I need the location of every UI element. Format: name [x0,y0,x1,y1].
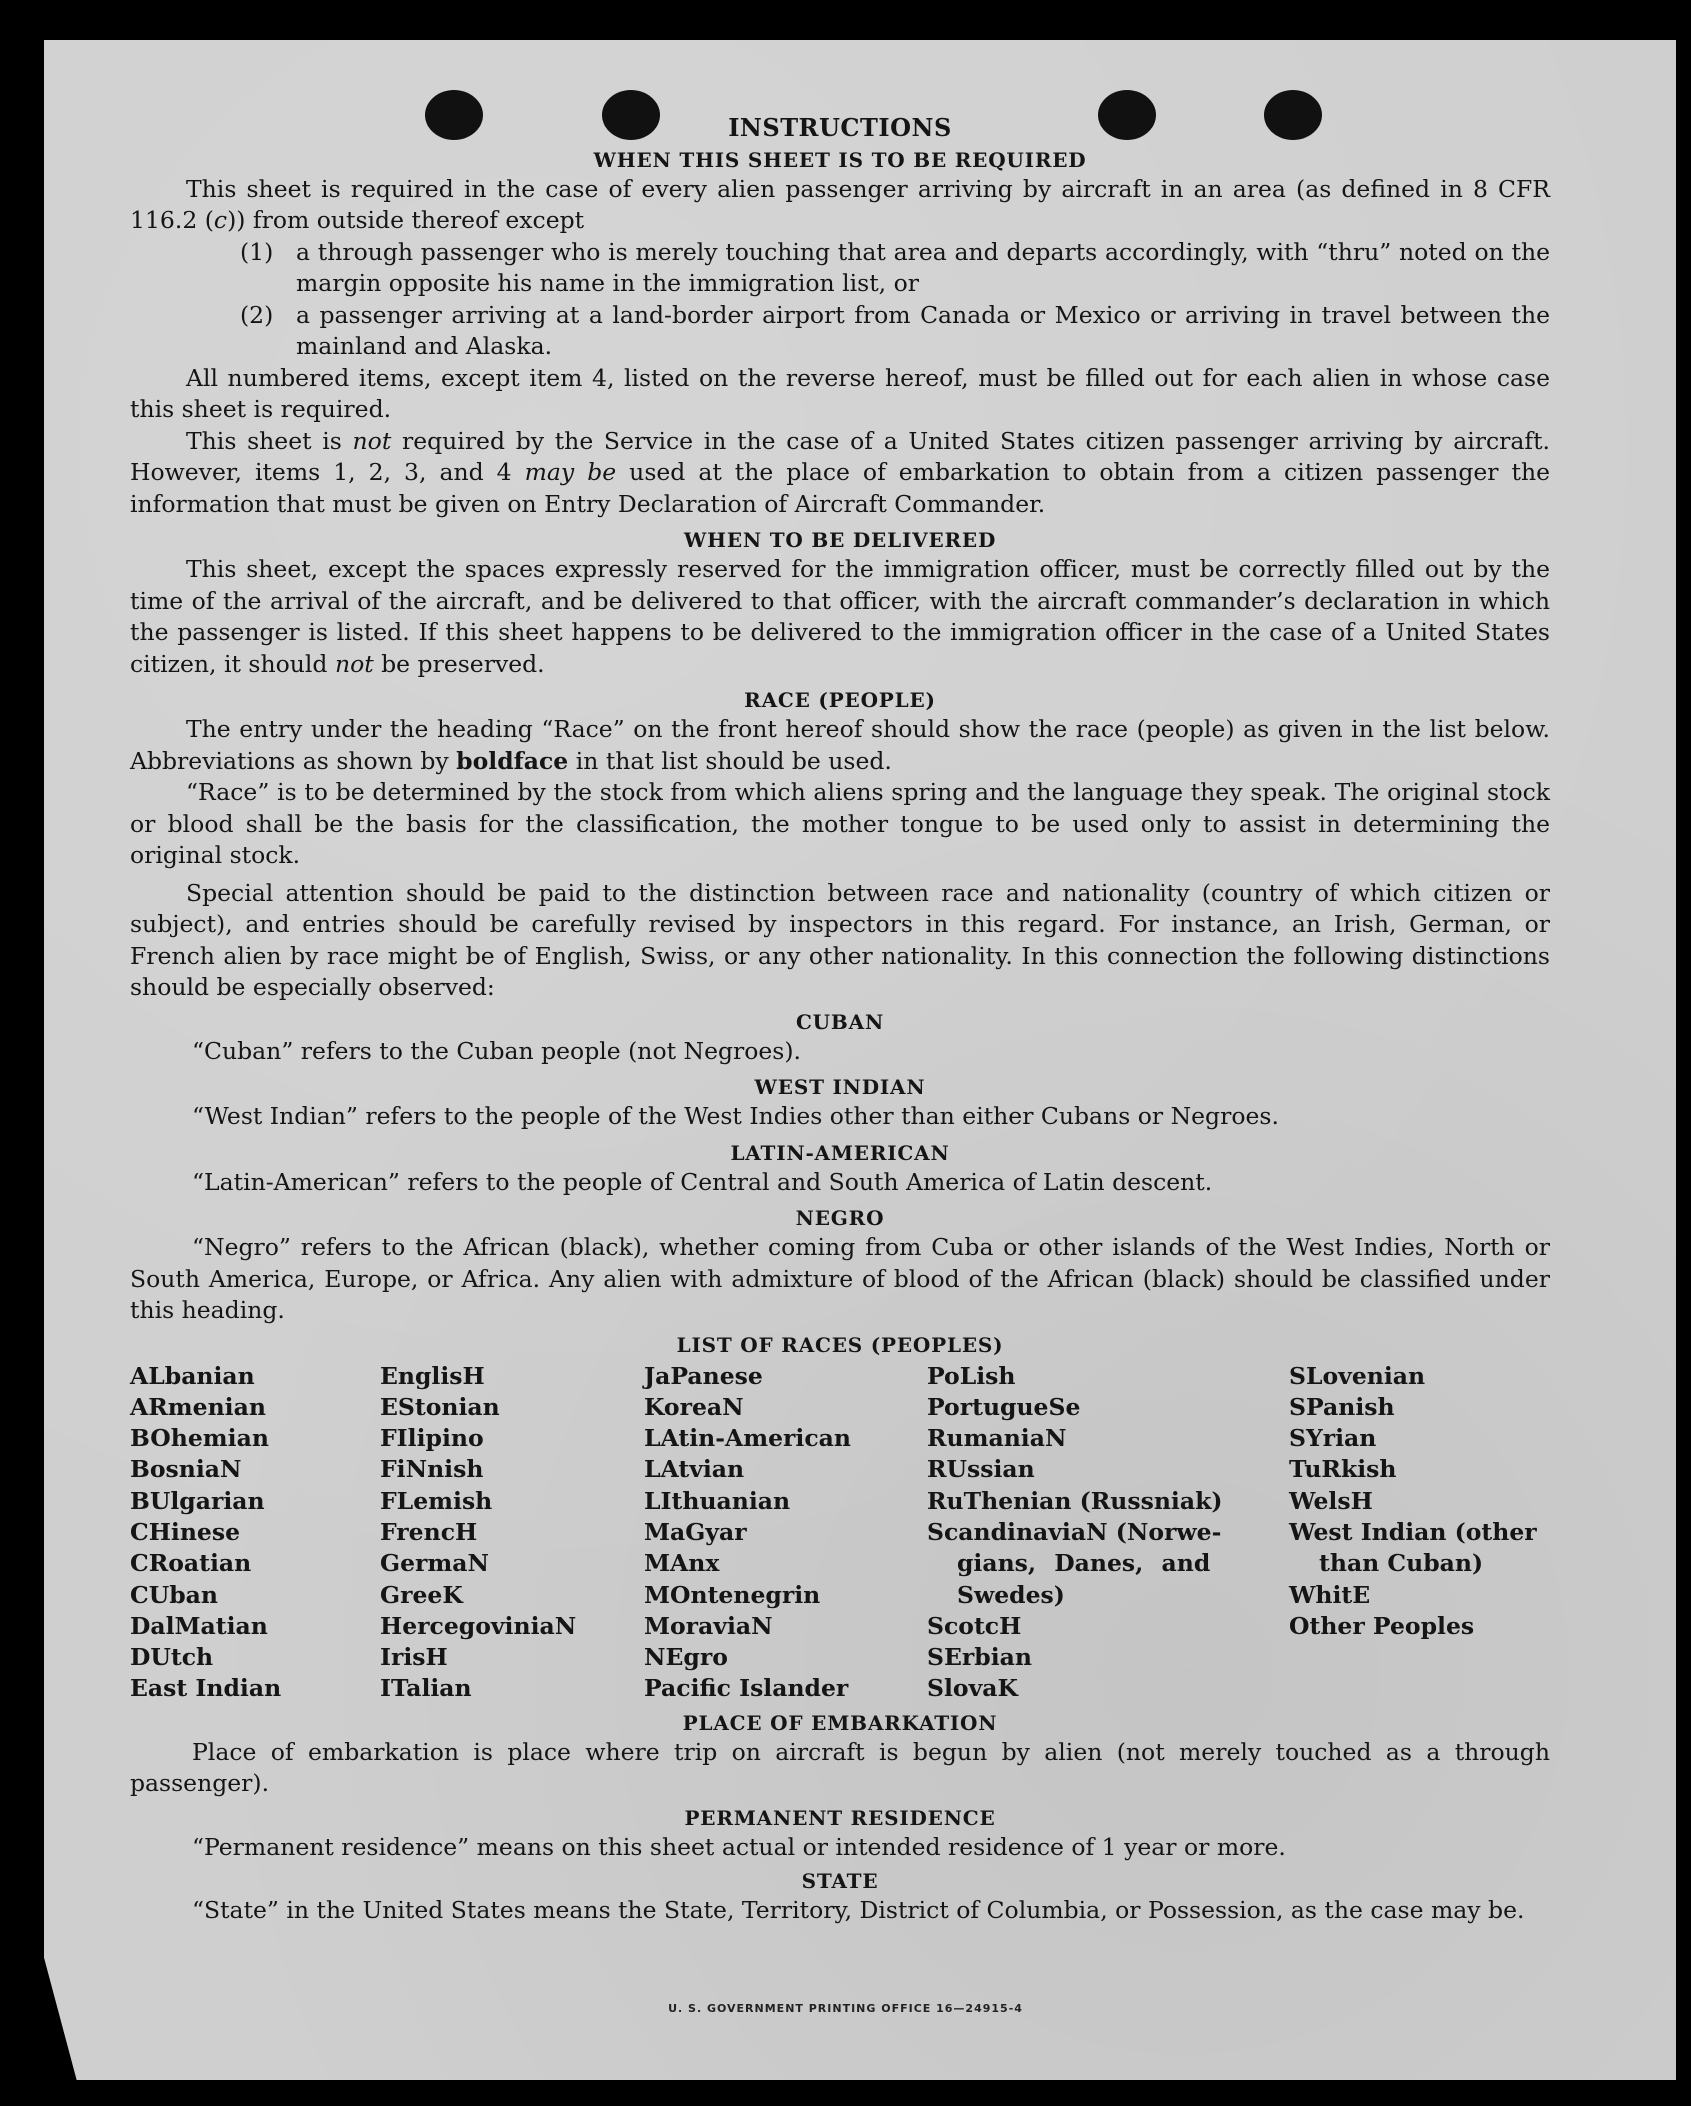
race-entry: JaPanese [644,1361,763,1390]
list-item [240,237,1550,300]
text: boldface [456,746,569,775]
paragraph [130,554,1550,680]
race-entry: DalMatian [130,1611,268,1640]
race-entry: FIlipino [380,1424,484,1453]
race-entry: HercegoviniaN [380,1611,577,1640]
race-entry: MaGyar [644,1517,747,1546]
item-number: (1) [240,237,274,266]
race-entry: RumaniaN [927,1424,1067,1453]
race-entry: LAtvian [644,1455,745,1484]
race-entry: LIthuanian [644,1486,791,1515]
race-entry: CHinese [130,1517,241,1546]
text: be preserved. [373,649,545,678]
race-entry: ScandinaviaN (Norwe- [927,1517,1222,1546]
race-entry: GreeK [380,1580,463,1609]
paragraph [130,174,1550,237]
paragraph: “Negro” refers to the African (black), whether coming from Cuba or other islands of the West Indies, North or South America, Europe, or Africa. Any alien with admixture of blood of the African (black) should be classified under this heading. [130,1233,1550,1324]
section-heading: RACE (PEOPLE) [744,688,936,712]
section-heading: PERMANENT RESIDENCE [684,1805,996,1830]
instructions-content [130,112,1550,1927]
race-entry: WelsH [1289,1486,1373,1515]
race-entry: Swedes) [957,1580,1065,1609]
paragraph: “West Indian” refers to the people of the West Indies other than either Cubans or Negroes. [192,1102,1279,1130]
race-entry: PoLish [927,1361,1016,1390]
race-entry: Pacific Islander [644,1674,849,1703]
race-entry: EStonian [380,1392,500,1421]
section-heading: WHEN TO BE DELIVERED [683,528,997,552]
paragraph: Place of embarkation is place where trip on aircraft is begun by alien (not merely touched as a through passenger). [130,1737,1550,1798]
race-entry: ITalian [380,1674,472,1703]
race-entry: ARmenian [130,1392,266,1421]
paragraph: All numbered items, except item 4, listed on the reverse hereof, must be filled out for each alien in whose case this sheet is required. [130,363,1550,423]
race-entry: gians, Danes, and [957,1549,1211,1578]
text: required by the Service in the case of a United States citizen passenger arriving by aircraft. However, items 1, 2, 3, and 4 [130,426,1550,486]
text: not [352,426,392,455]
section-heading: LIST OF RACES (PEOPLES) [676,1332,1004,1357]
race-entry: FrencH [380,1517,478,1546]
section-heading: WHEN THIS SHEET IS TO BE REQUIRED [593,147,1087,172]
race-column [380,1361,644,1705]
item-text: a passenger arriving at a land-border airport from Canada or Mexico or arriving in travel between the mainland and Alaska. [296,300,1550,360]
race-entry: than Cuban) [1319,1549,1484,1578]
text: The entry under the heading “Race” on the front hereof should show the race (people) as given in the list below. Abbreviations as shown by [130,715,1550,775]
text: )) from outside thereof except [227,206,585,234]
race-entry: SLovenian [1289,1361,1426,1390]
printing-office-footer: U. S. GOVERNMENT PRINTING OFFICE 16—24915-4 [668,2002,1023,2015]
race-column [1289,1361,1550,1705]
text: in that list should be used. [568,746,892,775]
race-entry: Other Peoples [1289,1611,1475,1640]
text: c [213,206,228,234]
race-entry: TuRkish [1289,1455,1397,1484]
race-entry: WhitE [1289,1580,1371,1609]
race-entry: LAtin-American [644,1424,851,1453]
document-title: INSTRUCTIONS [728,113,952,142]
section-heading: STATE [801,1869,879,1894]
race-entry: ScotcH [927,1611,1022,1640]
item-number: (2) [240,300,274,329]
race-entry: DUtch [130,1643,214,1672]
race-entry: EnglisH [380,1361,485,1390]
paragraph [130,426,1550,521]
text: This sheet is [186,426,353,455]
section-heading: WEST INDIAN [754,1075,926,1099]
section-heading: CUBAN [795,1009,885,1034]
race-entry: MAnx [644,1549,720,1578]
text: may be [524,458,617,486]
text: This sheet, except the spaces expressly reserved for the immigration officer, must be correctly filled out by the time of the arrival of the aircraft, and be delivered to that officer, with the aircraft commander’s declaration in which the passenger is listed. If this sheet happens to be delivered to the immigration officer in the case of a United States citizen, it should [130,555,1550,678]
race-entry: West Indian (other [1289,1517,1537,1546]
race-entry: CUban [130,1580,218,1609]
race-entry: BUlgarian [130,1486,265,1515]
item-text: a through passenger who is merely touching that area and departs accordingly, with “thru” noted on the margin opposite his name in the immigration list, or [296,237,1550,297]
race-entry: PortugueSe [927,1392,1081,1421]
paragraph: “Cuban” refers to the Cuban people (not Negroes). [192,1036,802,1065]
text: not [334,649,374,678]
race-entry: FLemish [380,1486,493,1515]
paragraph: Special attention should be paid to the distinction between race and nationality (country of which citizen or subject), and entries should be carefully revised by inspectors in this regard. For instance, an Irish, German, or French alien by race might be of English, Swiss, or any other nationality. In this connection the following distinctions should be especially observed: [130,878,1550,1001]
paragraph [130,714,1550,777]
race-entry: RuThenian (Russniak) [927,1486,1223,1515]
race-entry: SErbian [927,1643,1032,1672]
section-heading: LATIN-AMERICAN [730,1140,950,1165]
paragraph: “State” in the United States means the State, Territory, District of Columbia, or Possession, as the case may be. [192,1896,1525,1925]
race-entry: SlovaK [927,1674,1018,1703]
section-heading: PLACE OF EMBARKATION [682,1710,998,1735]
race-column [130,1361,380,1705]
race-entry: ALbanian [130,1361,255,1390]
race-column [644,1361,927,1705]
race-entry: SPanish [1289,1392,1395,1421]
race-entry: GermaN [380,1549,489,1578]
race-entry: SYrian [1289,1424,1377,1453]
text: used at the place of embarkation to obtain from a citizen passenger the information that must be given on Entry Declaration of Aircraft Commander. [130,458,1551,518]
race-entry: East Indian [130,1674,282,1703]
text: This sheet is required in the case of every alien passenger arriving by aircraft in an area (as defined in 8 CFR 116.2 ( [130,174,1550,234]
paragraph: “Latin-American” refers to the people of Central and South America of Latin descent. [192,1167,1213,1196]
race-entry: FiNnish [380,1455,484,1484]
race-column [927,1361,1289,1705]
race-entry: NEgro [644,1643,728,1672]
race-entry: CRoatian [130,1549,252,1578]
paragraph: “Race” is to be determined by the stock from which aliens spring and the language they speak. The original stock or blood shall be the basis for the classification, the mother tongue to be used only to assist in determining the original stock. [130,778,1550,869]
race-entry: RUssian [927,1455,1035,1484]
section-heading: NEGRO [795,1206,885,1230]
race-entry: IrisH [380,1643,448,1672]
list-item [240,300,1550,363]
race-entry: BOhemian [130,1424,269,1453]
race-entry: KoreaN [644,1392,744,1421]
race-entry: BosniaN [130,1455,242,1484]
race-entry: MoraviaN [644,1611,773,1640]
race-entry: MOntenegrin [644,1580,821,1609]
paragraph: “Permanent residence” means on this sheet actual or intended residence of 1 year or more. [192,1832,1286,1861]
race-list [130,1361,1550,1705]
